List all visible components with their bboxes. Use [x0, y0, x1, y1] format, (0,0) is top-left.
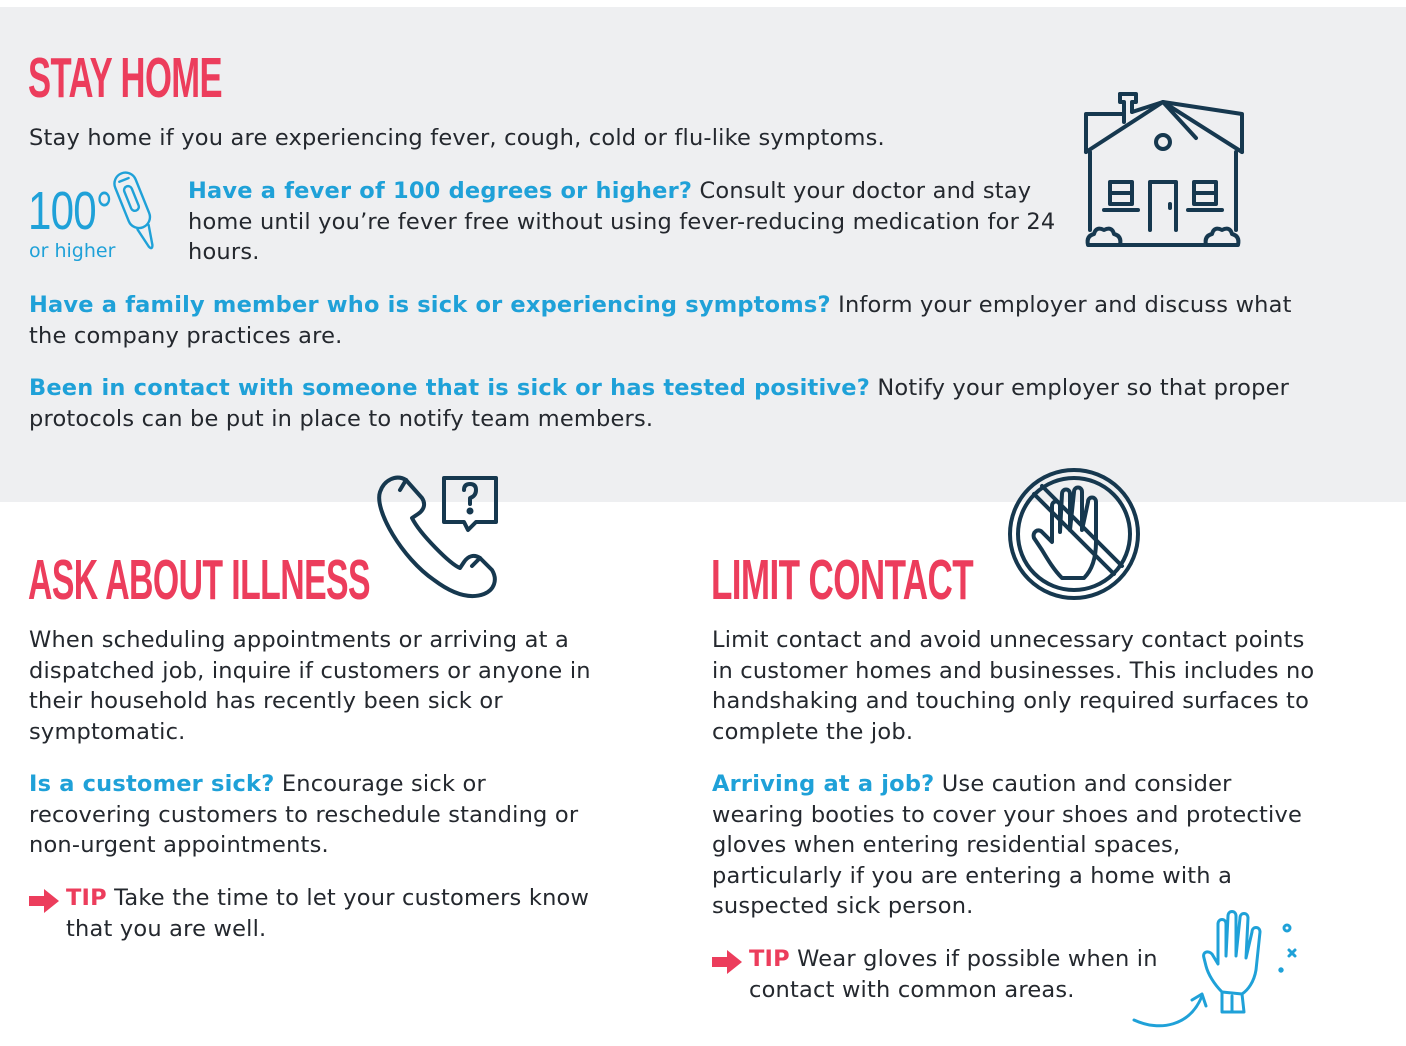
stay-home-intro: Stay home if you are experiencing fever, cough, cold or flu-like symptoms. [29, 125, 885, 151]
arriving-question: Arriving at a job? [712, 771, 935, 797]
stay-home-heading: STAY HOME [28, 46, 222, 110]
family-text: Inform your employer and discuss what the company practices are. [29, 292, 1292, 349]
fever-paragraph [188, 176, 1068, 268]
fever-text: Consult your doctor and stay home until you’re fever free without using fever-reducing medication for 24 hours. [188, 178, 1056, 265]
arriving-text: Use caution and consider wearing booties to cover your shoes and protective gloves when entering residential spaces, particularly if you are entering a home with a suspected sick person. [712, 771, 1303, 919]
fever-question: Have a fever of 100 degrees or higher? [188, 178, 693, 204]
limit-contact-heading: LIMIT CONTACT [711, 548, 973, 612]
contact-text: Notify your employer so that proper protocols can be put in place to notify team members. [29, 375, 1290, 432]
customer-sick-text: Encourage sick or recovering customers to reschedule standing or non-urgent appointments. [29, 771, 579, 858]
ask-illness-tip [66, 883, 626, 944]
family-question: Have a family member who is sick or experiencing symptoms? [29, 292, 831, 318]
arriving-paragraph [712, 769, 1312, 922]
phone-question-icon [372, 470, 506, 604]
ask-illness-heading: ASK ABOUT ILLNESS [28, 548, 370, 612]
customer-sick-question: Is a customer sick? [29, 771, 275, 797]
tip-text: Take the time to let your customers know that you are well. [66, 885, 590, 942]
limit-contact-body: Limit contact and avoid unnecessary contact points in customer homes and businesses. This includes no handshaking and touching only required surfaces to complete the job. [712, 627, 1315, 745]
glove-hand-icon [1130, 908, 1305, 1034]
contact-paragraph [29, 373, 1329, 434]
house-icon [1080, 90, 1248, 252]
contact-question: Been in contact with someone that is sick or has tested positive? [29, 375, 871, 401]
tip-text: Wear gloves if possible when in contact with common areas. [749, 946, 1158, 1003]
customer-sick-paragraph [29, 769, 589, 861]
ask-illness-body: When scheduling appointments or arriving at a dispatched job, inquire if customers or anyone in their household has recently been sick or symptomatic. [29, 627, 591, 745]
thermometer-icon [112, 166, 168, 260]
arrow-right-icon [29, 889, 59, 913]
fever-caption: or higher [29, 240, 116, 262]
family-paragraph [29, 290, 1309, 351]
tip-label: TIP [749, 946, 790, 972]
no-hand-icon [1004, 466, 1144, 602]
arrow-right-icon [712, 950, 742, 974]
fever-value: 100° [28, 181, 113, 241]
tip-label: TIP [66, 885, 107, 911]
